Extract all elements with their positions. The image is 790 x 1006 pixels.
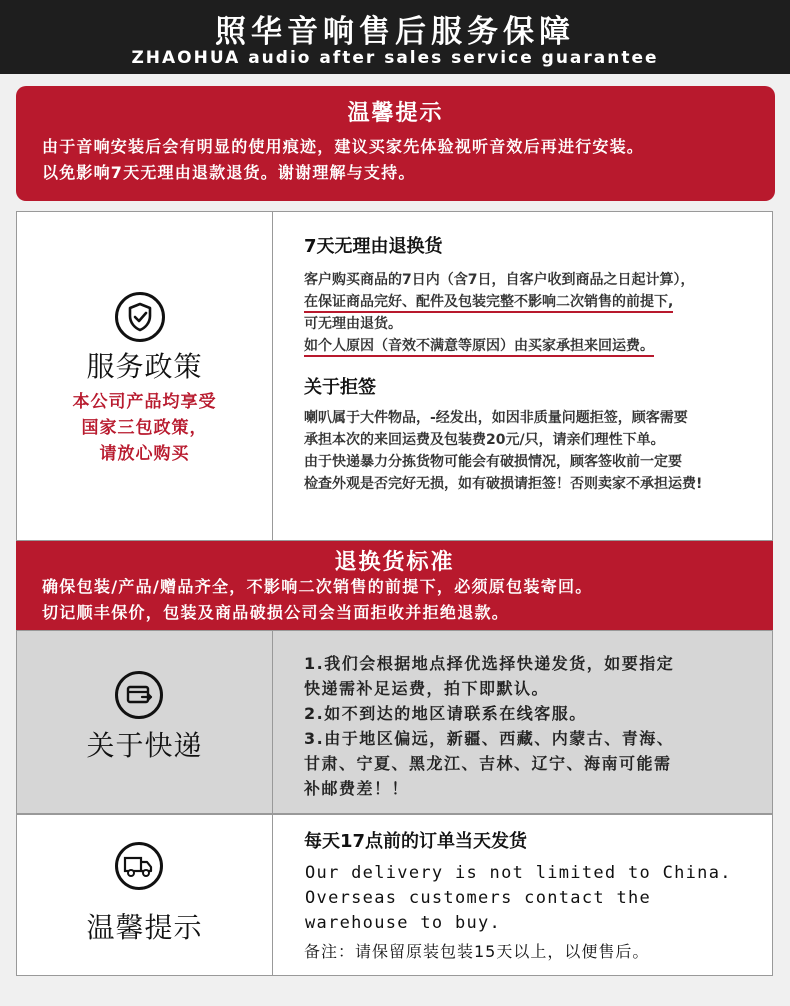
return-standard-title: 退换货标准	[334, 550, 455, 575]
warm-notice-box	[16, 86, 775, 201]
return-standard-band	[16, 541, 773, 630]
column-divider	[272, 815, 273, 975]
return-standard-line: 确保包装/产品/赠品齐全，不影响二次销售的前提下，必须原包装寄回。	[42, 577, 593, 596]
page-header	[0, 0, 790, 74]
reminder-title: 温馨提示	[86, 911, 203, 944]
service-policy-panel	[16, 211, 773, 541]
courier-panel	[16, 630, 773, 814]
packaging-note: 备注：请保留原装包装15天以上，以便售后。	[304, 942, 650, 961]
reject-policy-line: 由于快递暴力分拣货物可能会有破损情况，顾客签收前一定要	[304, 454, 682, 470]
overseas-note-line: Overseas customers contact the	[305, 888, 652, 908]
notice-title: 温馨提示	[347, 101, 444, 126]
page-title: 照华音响售后服务保障	[215, 14, 575, 50]
page-subtitle: ZHAOHUA audio after sales service guarantee	[131, 48, 659, 68]
return-policy-line: 客户购买商品的7日内（含7日，自客户收到商品之日起计算），	[304, 272, 695, 288]
courier-title: 关于快递	[86, 729, 203, 762]
courier-line: 补邮费差！！	[304, 779, 410, 798]
policy-note-line: 本公司产品均享受	[72, 392, 217, 412]
same-day-shipping-heading: 每天17点前的订单当天发货	[304, 831, 528, 852]
delivery-truck-icon	[115, 842, 163, 890]
reject-policy-line: 检查外观是否完好无损，如有破损请拒签！否则卖家不承担运费!	[304, 476, 703, 492]
courier-line: 1.我们会根据地点择优选择快递发货，如要指定	[304, 654, 675, 673]
return-policy-line-underlined: 如个人原因（音效不满意等原因）由买家承担来回运费。	[304, 338, 654, 357]
overseas-note-line: warehouse to buy.	[305, 913, 502, 933]
shield-check-icon	[115, 292, 165, 342]
reject-policy-line: 承担本次的来回运费及包装费20元/只，请亲们理性下单。	[304, 432, 665, 448]
overseas-note-line: Our delivery is not limited to China.	[305, 863, 732, 883]
notice-line: 以免影响7天无理由退款退货。谢谢理解与支持。	[42, 163, 416, 182]
return-standard-line: 切记顺丰保价，包装及商品破损公司会当面拒收并拒绝退款。	[42, 603, 510, 622]
reminder-panel	[16, 814, 773, 976]
policy-note-line: 请放心购买	[99, 444, 190, 464]
policy-note-line: 国家三包政策，	[81, 418, 208, 438]
return-policy-line: 可无理由退货。	[304, 316, 402, 332]
service-policy-title: 服务政策	[86, 350, 203, 383]
reject-policy-line: 喇叭属于大件物品，-经发出，如因非质量问题拒签，顾客需要	[304, 410, 688, 426]
courier-line: 甘肃、宁夏、黑龙江、吉林、辽宁、海南可能需	[304, 754, 672, 773]
return-policy-heading: 7天无理由退换货	[304, 236, 443, 257]
return-policy-line-underlined: 在保证商品完好、配件及包装完整不影响二次销售的前提下,	[304, 294, 673, 313]
reject-policy-heading: 关于拒签	[304, 377, 376, 398]
courier-line: 2.如不到达的地区请联系在线客服。	[304, 704, 587, 723]
column-divider	[272, 631, 273, 813]
column-divider	[272, 212, 273, 540]
courier-line: 3.由于地区偏远，新疆、西藏、内蒙古、青海、	[304, 729, 675, 748]
delivery-box-icon	[115, 671, 163, 719]
notice-line: 由于音响安装后会有明显的使用痕迹，建议买家先体验视听音效后再进行安装。	[42, 137, 645, 156]
courier-line: 快递需补足运费，拍下即默认。	[304, 679, 550, 698]
